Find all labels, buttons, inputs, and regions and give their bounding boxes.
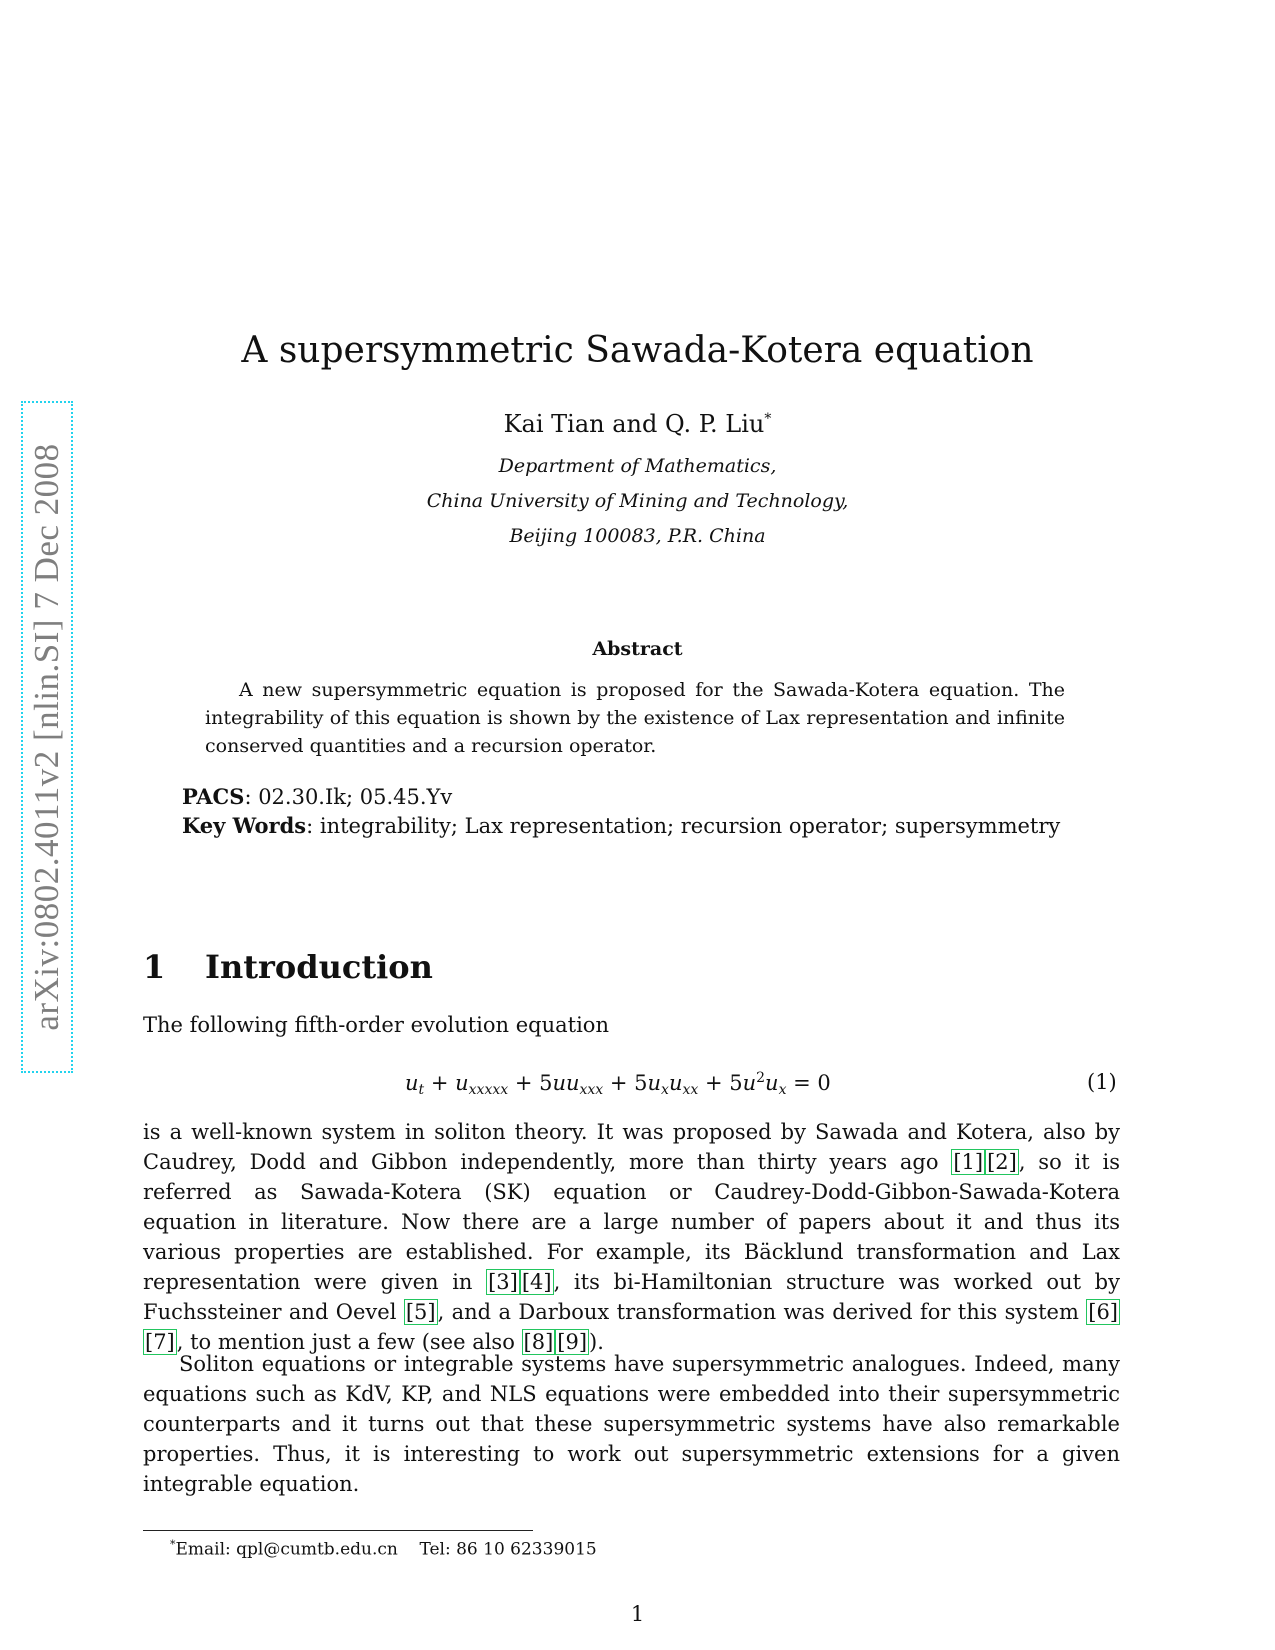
- affiliation-line-2: China University of Mining and Technology,: [426, 490, 849, 512]
- keywords-label: Key Words: [182, 813, 307, 838]
- keywords-value: : integrability; Lax representation; recursion operator; supersymmetry: [306, 814, 1061, 838]
- author-footnote-mark: *: [764, 411, 772, 427]
- arxiv-identifier[interactable]: arXiv:0802.4011v2 [nlin.SI] 7 Dec 2008: [27, 443, 66, 1031]
- pacs-value: : 02.30.Ik; 05.45.Yv: [244, 785, 453, 809]
- paragraph-1-text: , its bi-Hamiltonian structure was worked out by Fuchssteiner and Oevel: [143, 1270, 1120, 1324]
- citation-7[interactable]: [7]: [145, 1330, 175, 1354]
- footnote-rule: [143, 1530, 533, 1531]
- page-number: 1: [630, 1602, 645, 1626]
- pacs-label: PACS: [182, 784, 245, 809]
- paragraph-1-text: is a well-known system in soliton theory. It was proposed by Sawada and Kotera, also by Caudrey, Dodd and Gibbon independently, more than thirty years ago: [143, 1120, 1120, 1174]
- paragraph-1-text: , so it is referred as Sawada-Kotera (SK) equation or Caudrey-Dodd-Gibbon-Sawada-Kotera equation in literature. Now there are a large number of papers about it and thus its various properties are established. For example, its Bäcklund transformation and Lax representation were given in: [143, 1150, 1120, 1294]
- paragraph-1-text: ).: [589, 1330, 604, 1354]
- paper-title: A supersymmetric Sawada-Kotera equation: [241, 330, 1034, 371]
- citation-1[interactable]: [1]: [953, 1150, 984, 1174]
- pacs-line: [182, 784, 452, 809]
- section-title: Introduction: [205, 948, 433, 986]
- citation-5[interactable]: [5]: [405, 1300, 436, 1324]
- author-names: Kai Tian and Q. P. Liu: [503, 410, 765, 438]
- citation-6[interactable]: [6]: [1088, 1300, 1118, 1324]
- intro-line: The following fifth-order evolution equation: [143, 1013, 609, 1037]
- authors: [0, 410, 1275, 438]
- citation-9[interactable]: [9]: [557, 1330, 588, 1354]
- abstract-heading: Abstract: [592, 638, 683, 660]
- section-number: 1: [143, 948, 166, 986]
- affiliation-line-1: Department of Mathematics,: [498, 455, 777, 477]
- citation-8[interactable]: [8]: [523, 1330, 554, 1354]
- affiliation-line-3: Beijing 100083, P.R. China: [509, 525, 766, 547]
- footnote-mark: *: [170, 1538, 176, 1551]
- paragraph-2: Soliton equations or integrable systems have supersymmetric analogues. Indeed, many equations such as KdV, KP, and NLS equations were embedded into their supersymmetric counterparts and it turns out that these supersymmetric systems have also remarkable properties. Thus, it is interesting to work out supersymmetric extensions for a given integrable equation.: [143, 1352, 1120, 1496]
- equation-body: $u_t + u_{xxxxx} + 5uu_{xxx} + 5u_xu_{xx} + 5u^2u_x = 0$: [405, 1070, 831, 1098]
- citation-4[interactable]: [4]: [521, 1270, 552, 1294]
- citation-2[interactable]: [2]: [987, 1150, 1017, 1174]
- abstract-text: A new supersymmetric equation is proposed for the Sawada-Kotera equation. The integrability of this equation is shown by the existence of Lax representation and infinite conserved quantities and a recursion operator.: [205, 679, 1065, 757]
- keywords-line: [182, 813, 1060, 838]
- paragraph-1: [143, 1117, 1120, 1357]
- footnote-text: Email: qpl@cumtb.edu.cn Tel: 86 10 62339015: [175, 1539, 597, 1560]
- citation-3[interactable]: [3]: [488, 1270, 518, 1294]
- equation-number: (1): [1087, 1070, 1117, 1094]
- section-heading: [143, 948, 433, 986]
- paragraph-1-text: , to mention just a few (see also: [176, 1330, 522, 1354]
- paragraph-1-text: , and a Darboux transformation was derived for this system: [437, 1300, 1087, 1324]
- footnote: [170, 1538, 597, 1560]
